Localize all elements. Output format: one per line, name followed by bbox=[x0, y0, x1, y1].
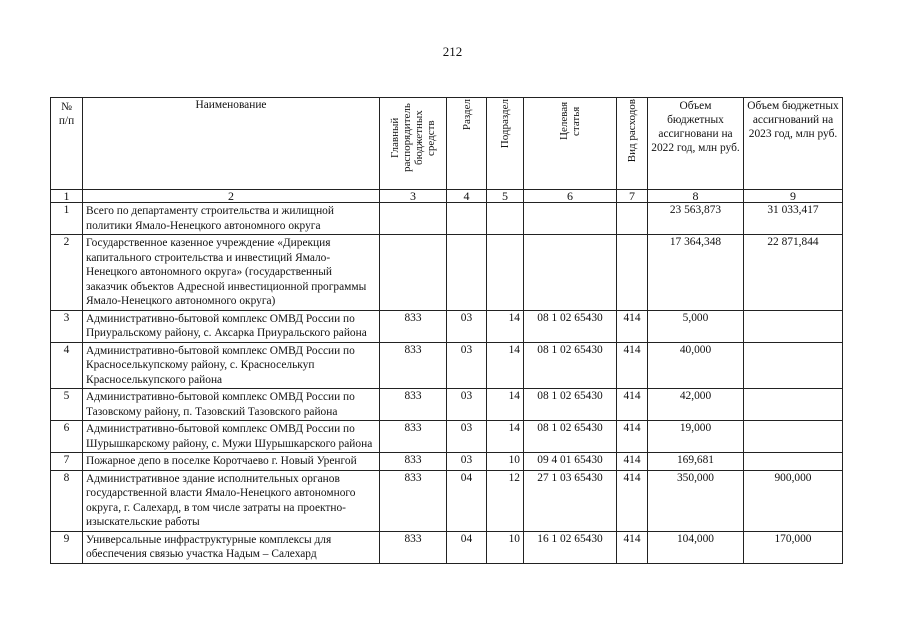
header-expense-type-text: Вид расходов bbox=[626, 99, 638, 163]
header-subsection-text: Подраздел bbox=[499, 99, 511, 149]
row-vol-2023 bbox=[744, 389, 843, 421]
column-number: 9 bbox=[744, 190, 843, 203]
row-manager: 833 bbox=[380, 342, 447, 389]
row-manager: 833 bbox=[380, 531, 447, 563]
column-number: 4 bbox=[447, 190, 487, 203]
row-expense-type: 414 bbox=[617, 421, 648, 453]
row-vol-2022: 104,000 bbox=[648, 531, 744, 563]
header-target-text: Целевая статья bbox=[558, 101, 582, 141]
row-subsection: 14 bbox=[487, 310, 524, 342]
row-vol-2022: 40,000 bbox=[648, 342, 744, 389]
row-name: Административно-бытовой комплекс ОМВД России по Шурышкарскому району, с. Мужи Шурышкарского района bbox=[83, 421, 380, 453]
row-target: 27 1 03 65430 bbox=[524, 470, 617, 531]
row-manager: 833 bbox=[380, 389, 447, 421]
row-name: Административное здание исполнительных органов государственной власти Ямало-Ненецкого автономного округа, г. Салехард, в том числе затраты на проектно-изыскательские работы bbox=[83, 470, 380, 531]
row-name: Универсальные инфраструктурные комплексы для обеспечения связью участка Надым – Салехард bbox=[83, 531, 380, 563]
row-target bbox=[524, 235, 617, 311]
row-vol-2023 bbox=[744, 453, 843, 471]
row-expense-type: 414 bbox=[617, 470, 648, 531]
table-row bbox=[51, 235, 843, 311]
header-section bbox=[447, 98, 487, 190]
row-subsection: 10 bbox=[487, 531, 524, 563]
row-section: 03 bbox=[447, 342, 487, 389]
column-number: 5 bbox=[487, 190, 524, 203]
table-body bbox=[51, 203, 843, 564]
row-section bbox=[447, 203, 487, 235]
page-number: 212 bbox=[442, 44, 463, 59]
row-num: 1 bbox=[51, 203, 83, 235]
row-expense-type bbox=[617, 235, 648, 311]
row-manager: 833 bbox=[380, 470, 447, 531]
row-target: 08 1 02 65430 bbox=[524, 310, 617, 342]
row-manager: 833 bbox=[380, 453, 447, 471]
table-row bbox=[51, 453, 843, 471]
row-subsection bbox=[487, 235, 524, 311]
row-subsection: 14 bbox=[487, 421, 524, 453]
row-subsection: 14 bbox=[487, 389, 524, 421]
header-name: Наименование bbox=[83, 98, 380, 190]
row-vol-2022: 169,681 bbox=[648, 453, 744, 471]
header-manager-text: Главный распорядитель бюджетных средств bbox=[389, 103, 437, 173]
header-vol-2023: Объем бюджетных ассигнований на 2023 год, млн руб. bbox=[744, 98, 843, 190]
budget-allocation-table bbox=[50, 97, 843, 564]
row-manager bbox=[380, 235, 447, 311]
row-name: Всего по департаменту строительства и жилищной политики Ямало-Ненецкого автономного округа bbox=[83, 203, 380, 235]
row-section bbox=[447, 235, 487, 311]
row-vol-2022: 5,000 bbox=[648, 310, 744, 342]
row-manager: 833 bbox=[380, 421, 447, 453]
row-name: Административно-бытовой комплекс ОМВД России по Приуральскому району, с. Аксарка Приуральского района bbox=[83, 310, 380, 342]
column-number: 1 bbox=[51, 190, 83, 203]
row-section: 04 bbox=[447, 531, 487, 563]
row-expense-type: 414 bbox=[617, 342, 648, 389]
row-target: 16 1 02 65430 bbox=[524, 531, 617, 563]
row-vol-2022: 17 364,348 bbox=[648, 235, 744, 311]
row-expense-type: 414 bbox=[617, 310, 648, 342]
row-vol-2023: 22 871,844 bbox=[744, 235, 843, 311]
row-num: 4 bbox=[51, 342, 83, 389]
row-section: 03 bbox=[447, 389, 487, 421]
row-target: 08 1 02 65430 bbox=[524, 342, 617, 389]
row-expense-type bbox=[617, 203, 648, 235]
header-target bbox=[524, 98, 617, 190]
column-number: 2 bbox=[83, 190, 380, 203]
row-num: 9 bbox=[51, 531, 83, 563]
row-num: 3 bbox=[51, 310, 83, 342]
header-subsection bbox=[487, 98, 524, 190]
table-row bbox=[51, 310, 843, 342]
row-vol-2022: 42,000 bbox=[648, 389, 744, 421]
row-section: 03 bbox=[447, 310, 487, 342]
header-expense-type bbox=[617, 98, 648, 190]
header-manager bbox=[380, 98, 447, 190]
row-expense-type: 414 bbox=[617, 389, 648, 421]
column-number: 7 bbox=[617, 190, 648, 203]
row-subsection bbox=[487, 203, 524, 235]
row-num: 7 bbox=[51, 453, 83, 471]
row-vol-2023 bbox=[744, 310, 843, 342]
header-num: № п/п bbox=[51, 98, 83, 190]
row-section: 04 bbox=[447, 470, 487, 531]
row-name: Административно-бытовой комплекс ОМВД России по Тазовскому району, п. Тазовский Тазовского района bbox=[83, 389, 380, 421]
table-row bbox=[51, 421, 843, 453]
row-name: Административно-бытовой комплекс ОМВД России по Красноселькупскому району, с. Красноселькуп Красноселькупского района bbox=[83, 342, 380, 389]
row-num: 2 bbox=[51, 235, 83, 311]
row-num: 5 bbox=[51, 389, 83, 421]
row-manager: 833 bbox=[380, 310, 447, 342]
row-expense-type: 414 bbox=[617, 531, 648, 563]
row-manager bbox=[380, 203, 447, 235]
row-subsection: 10 bbox=[487, 453, 524, 471]
row-vol-2022: 350,000 bbox=[648, 470, 744, 531]
row-expense-type: 414 bbox=[617, 453, 648, 471]
table-row bbox=[51, 342, 843, 389]
row-target: 08 1 02 65430 bbox=[524, 421, 617, 453]
row-name: Государственное казенное учреждение «Дирекция капитального строительства и инвестиций Ямало-Ненецкого автономного округа» (государственный заказчик объектов Адресной инвестиционной программы Ямало-Ненецкого автономного округа) bbox=[83, 235, 380, 311]
header-section-text: Раздел bbox=[460, 99, 473, 131]
row-vol-2023: 170,000 bbox=[744, 531, 843, 563]
row-vol-2023 bbox=[744, 421, 843, 453]
table-row bbox=[51, 531, 843, 563]
column-number-row bbox=[51, 190, 843, 203]
table-header-row bbox=[51, 98, 843, 190]
row-num: 8 bbox=[51, 470, 83, 531]
column-number: 8 bbox=[648, 190, 744, 203]
row-vol-2023 bbox=[744, 342, 843, 389]
table-row bbox=[51, 470, 843, 531]
row-vol-2022: 19,000 bbox=[648, 421, 744, 453]
row-section: 03 bbox=[447, 453, 487, 471]
row-subsection: 12 bbox=[487, 470, 524, 531]
row-subsection: 14 bbox=[487, 342, 524, 389]
row-vol-2023: 31 033,417 bbox=[744, 203, 843, 235]
row-target bbox=[524, 203, 617, 235]
column-number: 3 bbox=[380, 190, 447, 203]
row-name: Пожарное депо в поселке Коротчаево г. Новый Уренгой bbox=[83, 453, 380, 471]
table-row bbox=[51, 203, 843, 235]
row-vol-2022: 23 563,873 bbox=[648, 203, 744, 235]
row-target: 09 4 01 65430 bbox=[524, 453, 617, 471]
column-number: 6 bbox=[524, 190, 617, 203]
row-target: 08 1 02 65430 bbox=[524, 389, 617, 421]
row-section: 03 bbox=[447, 421, 487, 453]
row-num: 6 bbox=[51, 421, 83, 453]
header-vol-2022: Объем бюджетных ассигновани на 2022 год, млн руб. bbox=[648, 98, 744, 190]
row-vol-2023: 900,000 bbox=[744, 470, 843, 531]
table-row bbox=[51, 389, 843, 421]
